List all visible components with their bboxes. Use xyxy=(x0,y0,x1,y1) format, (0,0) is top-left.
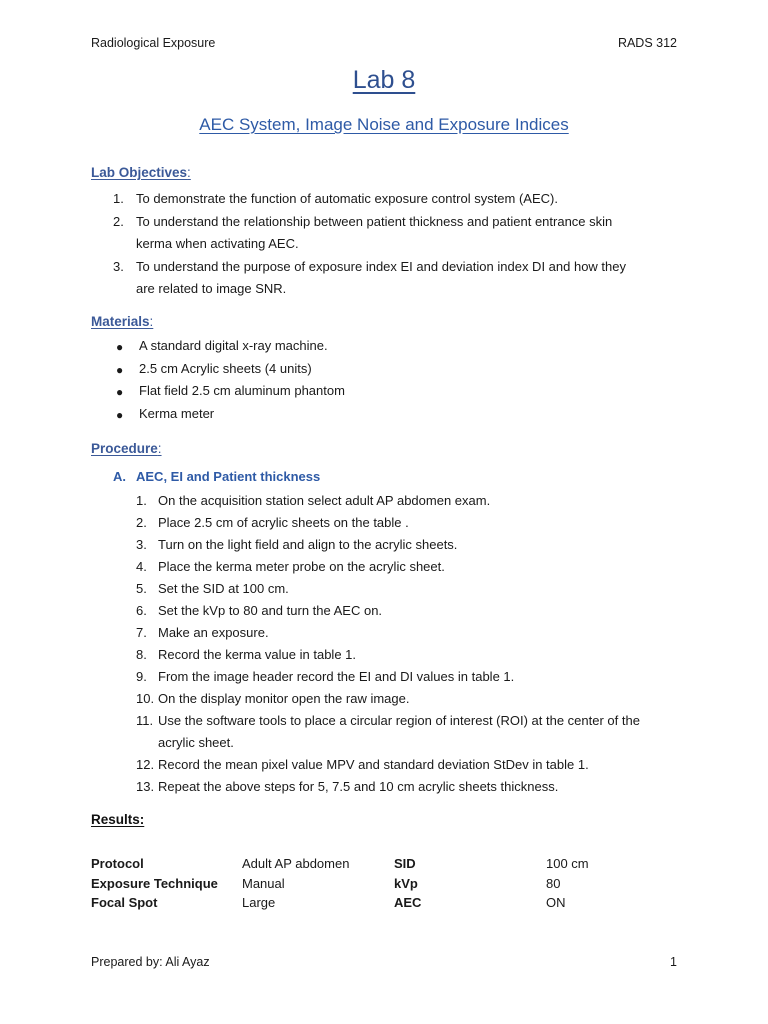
result-value: Adult AP abdomen xyxy=(242,856,350,871)
step-text: Turn on the light field and align to the acrylic sheets. xyxy=(158,537,458,552)
material-item: Kerma meter xyxy=(139,406,215,422)
bullet-icon: ● xyxy=(116,408,124,423)
result-label: AEC xyxy=(394,895,422,910)
footer-author: Prepared by: Ali Ayaz xyxy=(91,955,210,969)
material-item: 2.5 cm Acrylic sheets (4 units) xyxy=(139,360,312,376)
material-item: A standard digital x-ray machine. xyxy=(139,338,328,353)
bullet-icon: ● xyxy=(116,362,124,377)
bullet-icon: ● xyxy=(116,340,124,354)
step-number: 12. xyxy=(136,757,155,772)
result-value: Large xyxy=(242,895,276,910)
step-text: Set the kVp to 80 and turn the AEC on. xyxy=(158,603,383,618)
step-number: 13. xyxy=(136,779,155,794)
result-label: SID xyxy=(394,856,416,871)
header-course-title: Radiological Exposure xyxy=(91,36,216,50)
step-number: 9. xyxy=(136,669,147,684)
footer-page-number: 1 xyxy=(670,955,677,969)
bullet-icon: ● xyxy=(116,385,124,400)
page-title: Lab 8 xyxy=(352,66,416,94)
objective-number: 2. xyxy=(113,214,124,229)
step-number: 6. xyxy=(136,603,147,618)
result-label: kVp xyxy=(394,875,418,891)
section-letter: A. xyxy=(113,469,126,484)
page-subtitle: AEC System, Image Noise and Exposure Indices xyxy=(199,115,569,134)
objective-text: To understand the relationship between patient thickness and patient entrance skin xyxy=(136,214,613,229)
step-number: 2. xyxy=(136,515,147,530)
objective-number: 3. xyxy=(113,259,124,274)
step-text: Make an exposure. xyxy=(158,625,269,640)
step-text: acrylic sheet. xyxy=(158,735,234,750)
step-text: Use the software tools to place a circular region of interest (ROI) at the center of the xyxy=(158,713,640,728)
step-text: From the image header record the EI and DI values in table 1. xyxy=(158,669,515,684)
step-number: 7. xyxy=(136,625,147,640)
section-title: AEC, EI and Patient thickness xyxy=(136,469,321,484)
step-text: Place 2.5 cm of acrylic sheets on the table . xyxy=(158,515,409,530)
material-item: Flat field 2.5 cm aluminum phantom xyxy=(139,383,345,399)
objective-text: kerma when activating AEC. xyxy=(136,236,299,251)
result-label: Focal Spot xyxy=(91,895,158,910)
step-text: Place the kerma meter probe on the acrylic sheet. xyxy=(158,559,445,574)
materials-heading: Materials: xyxy=(91,314,154,329)
procedure-heading: Procedure: xyxy=(91,441,162,456)
objective-text: To demonstrate the function of automatic exposure control system (AEC). xyxy=(136,191,558,206)
objective-text: To understand the purpose of exposure index EI and deviation index DI and how they xyxy=(136,259,626,274)
step-number: 3. xyxy=(136,537,147,552)
result-value: 80 xyxy=(546,875,561,891)
step-text: On the acquisition station select adult AP abdomen exam. xyxy=(158,493,491,508)
step-number: 10. xyxy=(136,691,155,706)
step-text: Record the mean pixel value MPV and standard deviation StDev in table 1. xyxy=(158,757,589,772)
objective-number: 1. xyxy=(113,191,124,206)
result-label: Exposure Technique xyxy=(91,875,218,891)
step-number: 11. xyxy=(136,713,154,728)
step-number: 5. xyxy=(136,581,147,596)
step-number: 4. xyxy=(136,559,147,574)
step-text: Record the kerma value in table 1. xyxy=(158,647,356,662)
step-text: Set the SID at 100 cm. xyxy=(158,581,289,596)
step-text: Repeat the above steps for 5, 7.5 and 10 cm acrylic sheets thickness. xyxy=(158,779,559,794)
step-text: On the display monitor open the raw image. xyxy=(158,691,410,706)
results-heading: Results: xyxy=(91,812,145,827)
objectives-heading: Lab Objectives: xyxy=(91,165,191,180)
objective-text: are related to image SNR. xyxy=(136,281,287,296)
result-value: ON xyxy=(546,895,566,910)
step-number: 1. xyxy=(136,493,147,508)
step-number: 8. xyxy=(136,647,147,662)
result-label: Protocol xyxy=(91,856,144,871)
header-course-code: RADS 312 xyxy=(617,36,677,50)
result-value: Manual xyxy=(242,875,285,891)
result-value: 100 cm xyxy=(546,856,589,871)
